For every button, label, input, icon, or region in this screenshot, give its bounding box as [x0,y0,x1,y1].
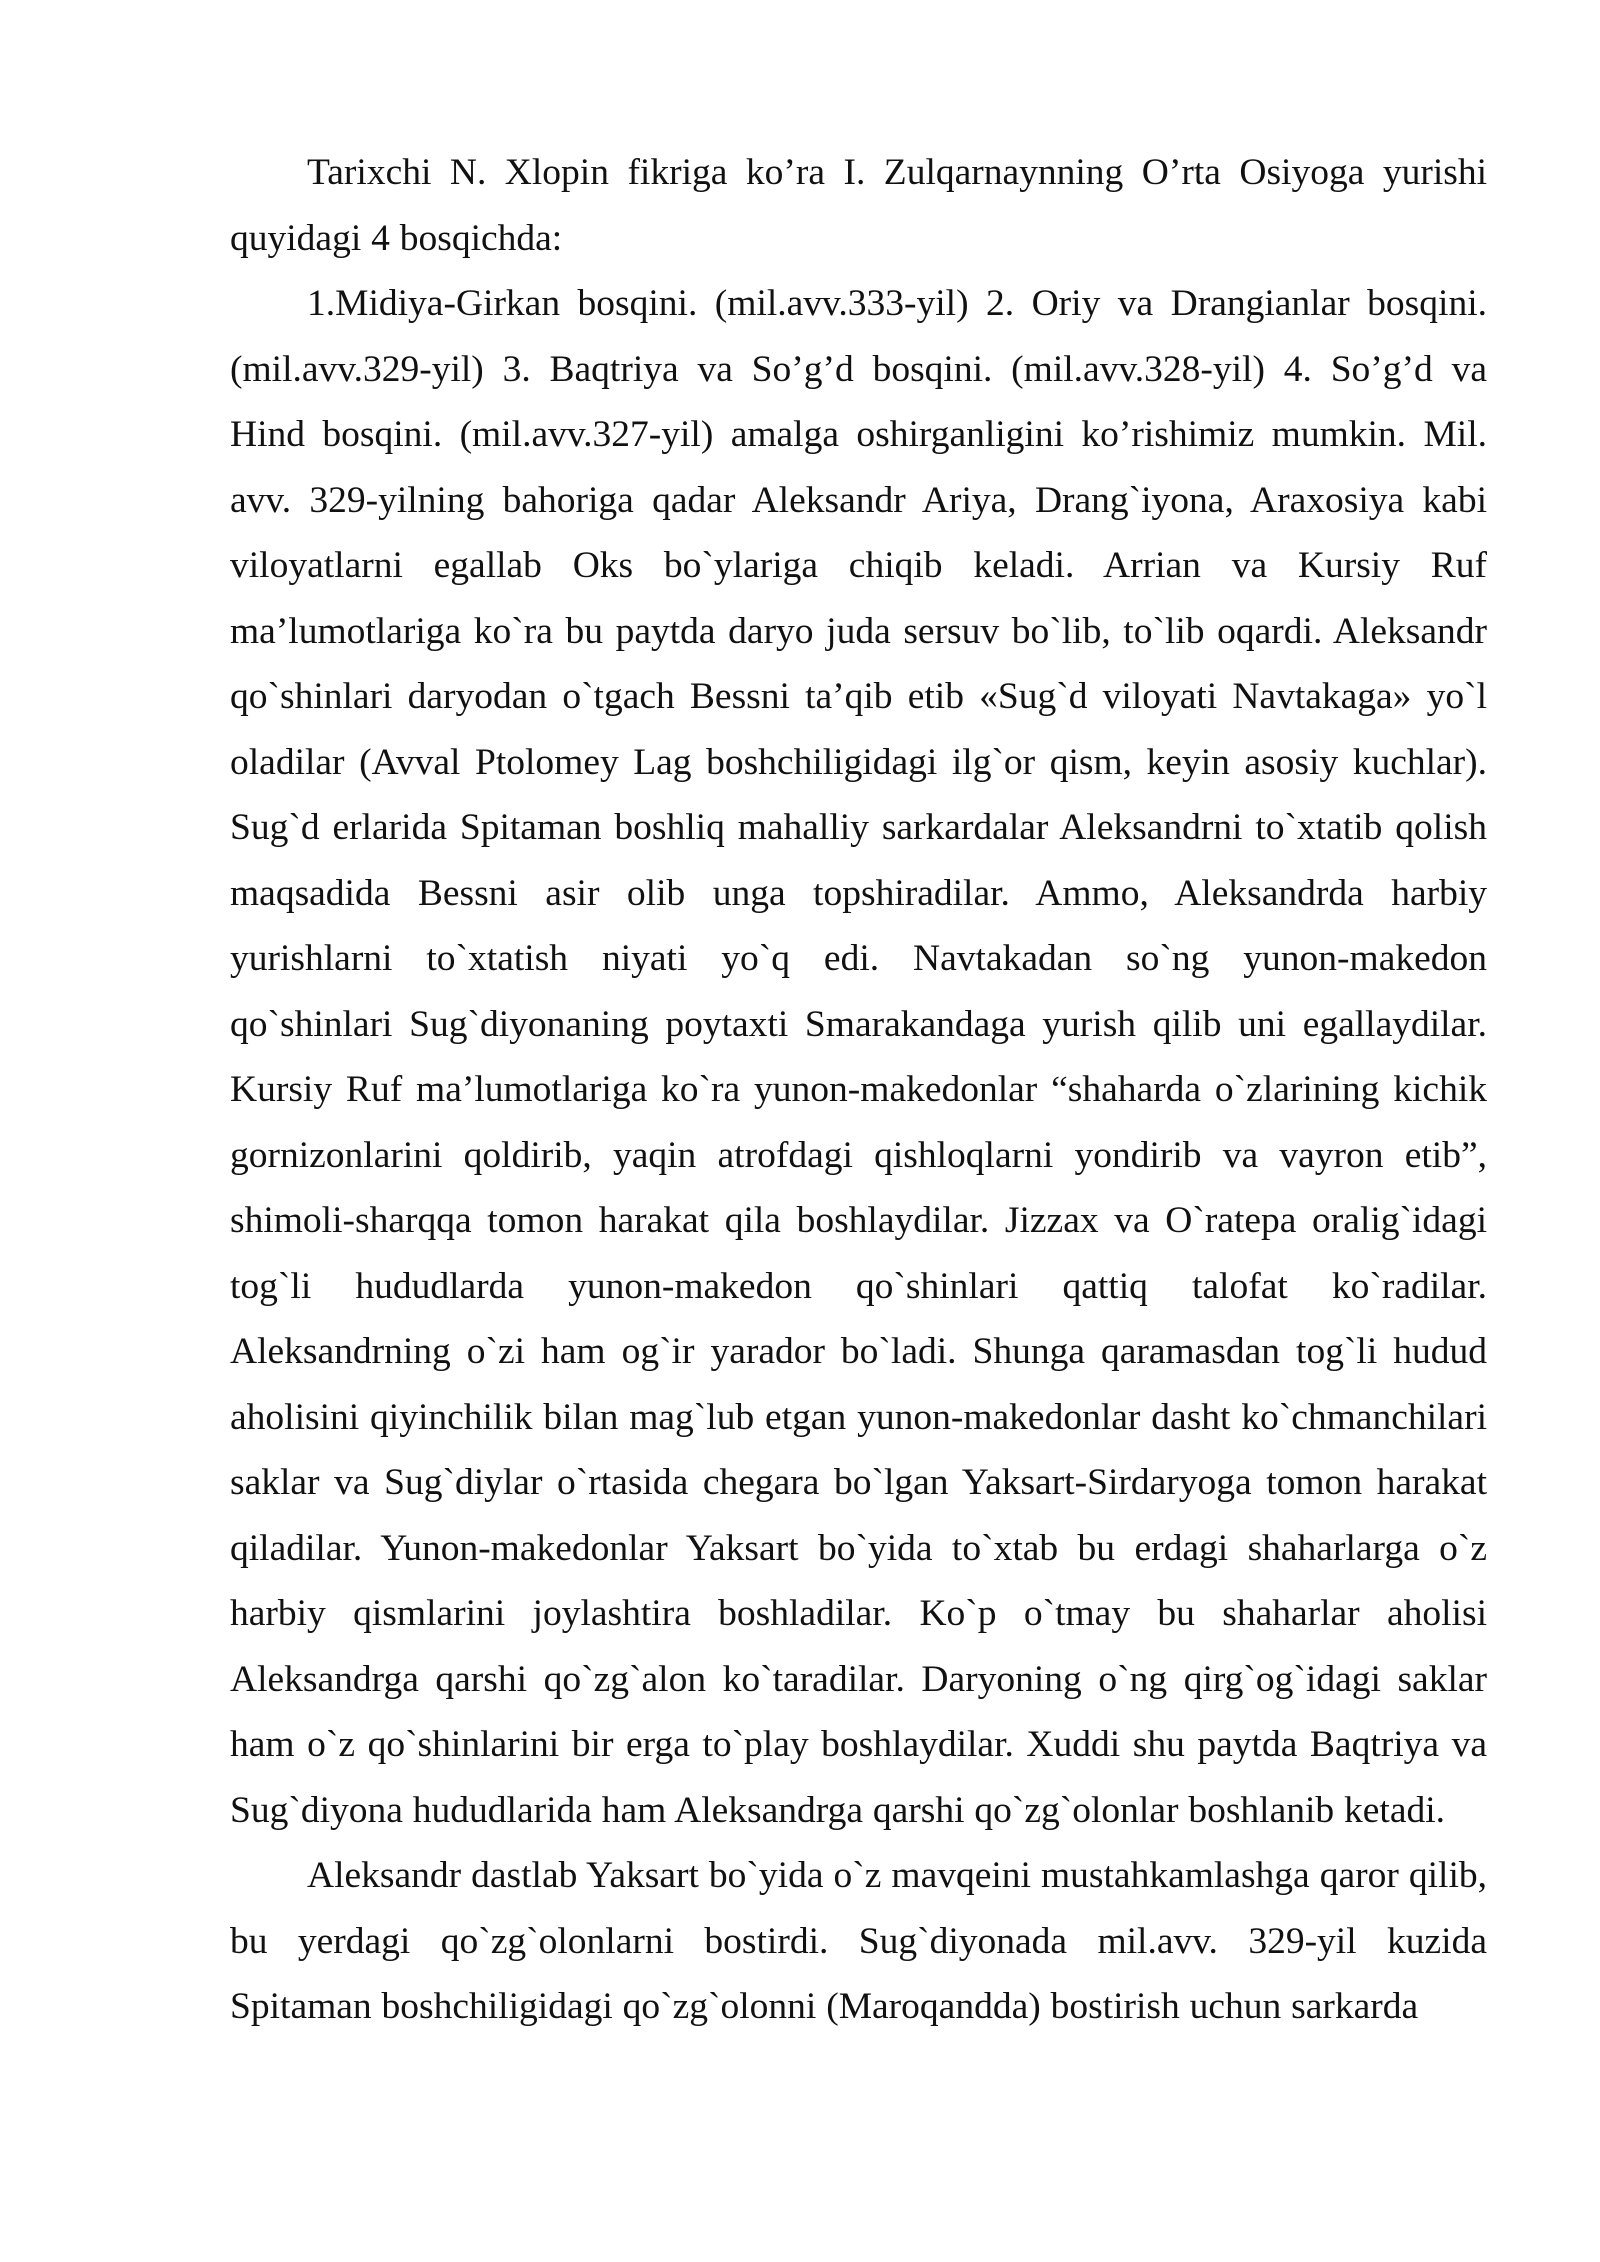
paragraph-2: 1.Midiya-Girkan bosqini. (mil.avv.333-yil) 2. Oriy va Drangianlar bosqini. (mil.avv.329-yil) 3. Baqtriya va So’g’d bosqini. (mil.avv.328-yil) 4. So’g’d va Hind bosqini. (mil.avv.327-yil) amalga oshirganligini ko’rishimiz mumkin. Mil. avv. 329-yilning bahoriga qadar Aleksandr Ariya, Drang`iyona, Araxosiya kabi viloyatlarni egallab Oks bo`ylariga chiqib keladi. Arrian va Kursiy Ruf ma’lumotlariga ko`ra bu paytda daryo juda sersuv bo`lib, to`lib oqardi. Aleksandr qo`shinlari daryodan o`tgach Bessni ta’qib etib «Sug`d viloyati Navtakaga» yo`l oladilar (Avval Ptolomey Lag boshchiligidagi ilg`or qism, keyin asosiy kuchlar). Sug`d erlarida Spitaman boshliq mahalliy sarkardalar Aleksandrni to`xtatib qolish maqsadida Bessni asir olib unga topshiradilar. Ammo, Aleksandrda harbiy yurishlarni to`xtatish niyati yo`q edi. Navtakadan so`ng yunon-makedon qo`shinlari Sug`diyonaning poytaxti Smarakandaga yurish qilib uni egallaydilar. Kursiy Ruf ma’lumotlariga ko`ra yunon-makedonlar “shaharda o`zlarining kichik gornizonlarini qoldirib, yaqin atrofdagi qishloqlarni yondirib va vayron etib”, shimoli-sharqqa tomon harakat qila boshlaydilar. Jizzax va O`ratepa oralig`idagi tog`li hududlarda yunon-makedon qo`shinlari qattiq talofat ko`radilar. Aleksandrning o`zi ham og`ir yarador bo`ladi. Shunga qaramasdan tog`li hudud aholisini qiyinchilik bilan mag`lub etgan yunon-makedonlar dasht ko`chmanchilari saklar va Sug`diylar o`rtasida chegara bo`lgan Yaksart-Sirdaryoga tomon harakat qiladilar. Yunon-makedonlar Yaksart bo`yida to`xtab bu erdagi shaharlarga o`z harbiy qismlarini joylashtira boshladilar. Ko`p o`tmay bu shaharlar aholisi Aleksandrga qarshi qo`zg`alon ko`taradilar. Daryoning o`ng qirg`og`idagi saklar ham o`z qo`shinlarini bir erga to`play boshlaydilar. Xuddi shu paytda Baqtriya va Sug`diyona hududlarida ham Aleksandrga qarshi qo`zg`olonlar boshlanib ketadi. [230,283,1487,1831]
paragraph-1: Tarixchi N. Xlopin fikriga ko’ra I. Zulqarnaynning O’rta Osiyoga yurishi quyidagi 4 bosqichda: [230,152,1487,259]
document-body [230,140,1487,2040]
paragraph-3: Aleksandr dastlab Yaksart bo`yida o`z mavqeini mustahkamlashga qaror qilib, bu yerdagi qo`zg`olonlarni bostirdi. Sug`diyonada mil.avv. 329-yil kuzida Spitaman boshchiligidagi qo`zg`olonni (Maroqandda) bostirish uchun sarkarda [230,1855,1487,2027]
